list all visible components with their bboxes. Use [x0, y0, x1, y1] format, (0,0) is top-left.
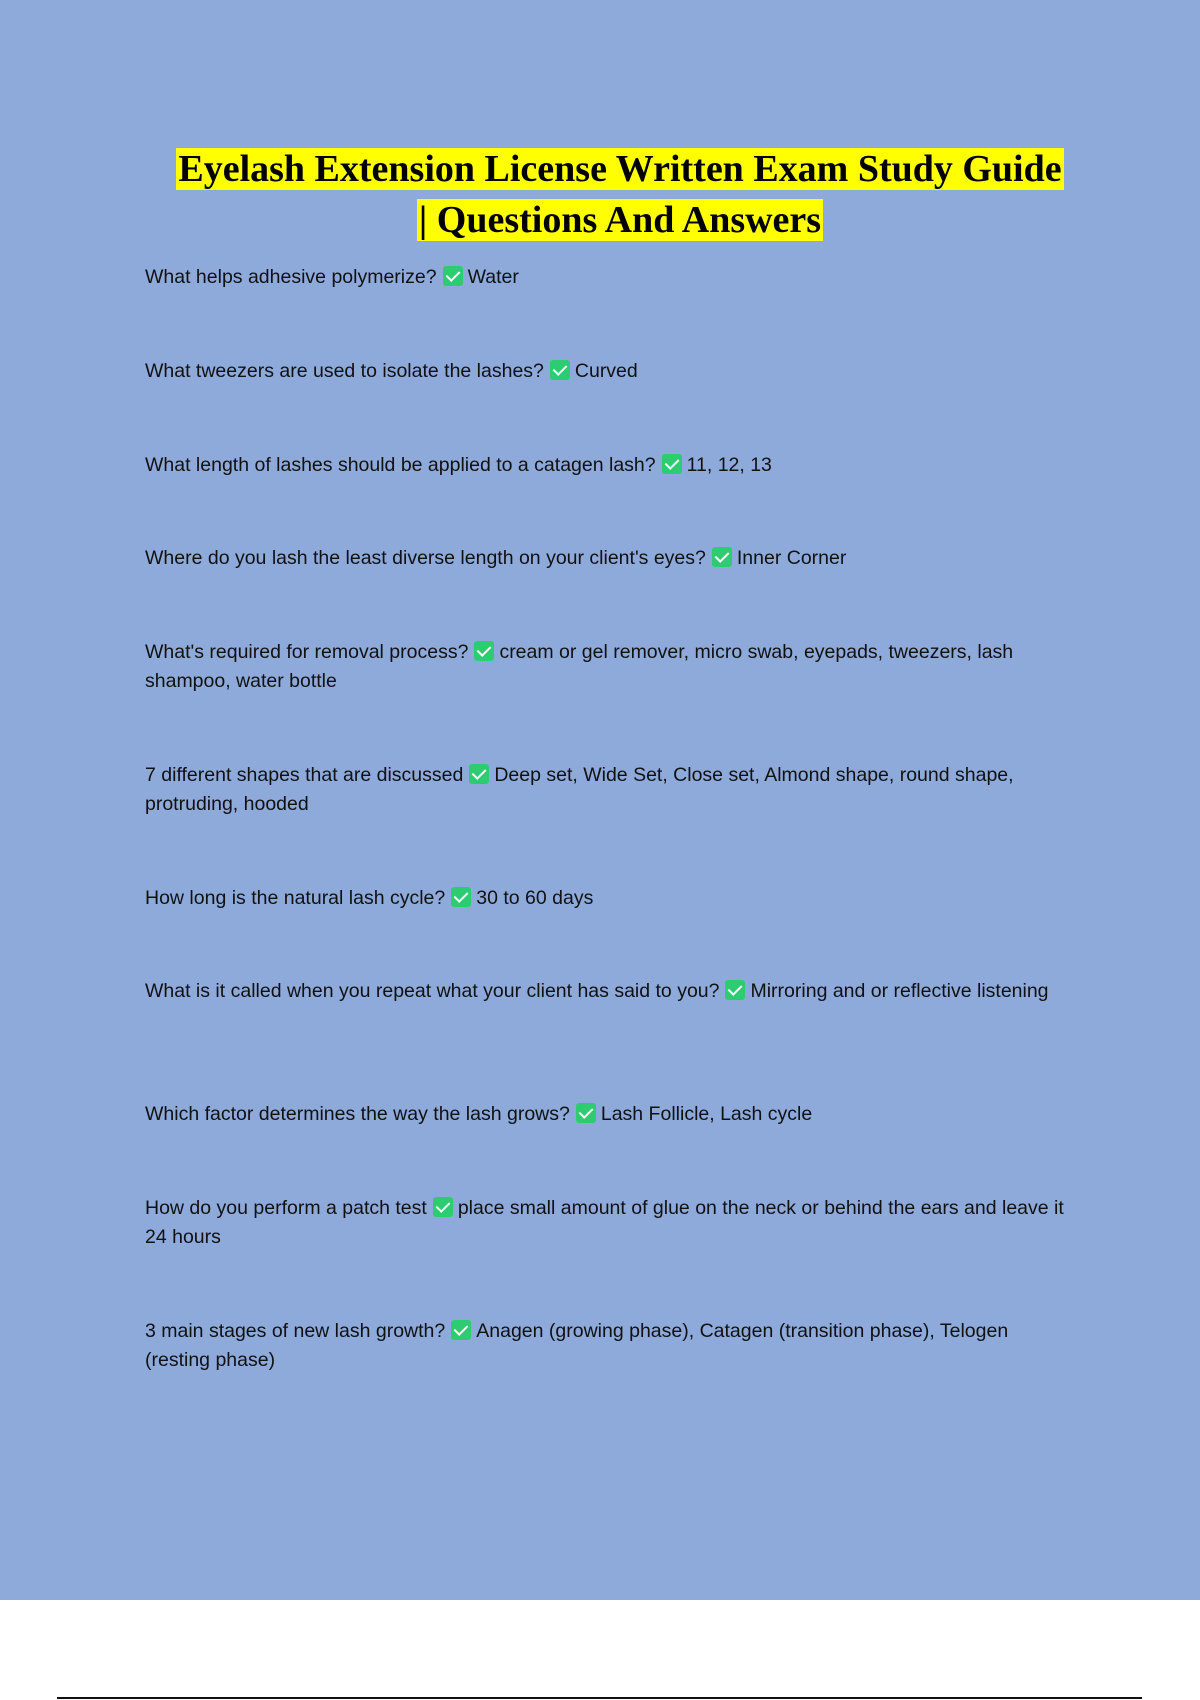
- qa-item: [145, 977, 1065, 1006]
- answer-text: place small amount of glue on the neck or behind the ears and leave it 24 hours: [145, 1197, 1064, 1248]
- answer-text: Inner Corner: [736, 547, 847, 569]
- check-mark-icon: [725, 980, 745, 1000]
- check-mark-icon: [550, 360, 570, 380]
- question-text: 7 different shapes that are discussed: [145, 764, 464, 786]
- qa-item: [145, 1194, 1065, 1252]
- answer-text: 11, 12, 13: [686, 454, 772, 476]
- qa-item: [145, 357, 1065, 386]
- answer-text: Mirroring and or reflective listening: [750, 980, 1049, 1002]
- question-text: Where do you lash the least diverse length on your client's eyes?: [145, 547, 706, 569]
- document-title: [140, 144, 1100, 246]
- qa-item: [145, 451, 1065, 480]
- question-text: What helps adhesive polymerize?: [145, 266, 437, 288]
- check-mark-icon: [576, 1103, 596, 1123]
- question-text: What tweezers are used to isolate the lashes?: [145, 360, 544, 382]
- qa-item: [145, 638, 1065, 696]
- qa-item: [145, 761, 1065, 819]
- qa-item: [145, 1317, 1065, 1375]
- check-mark-icon: [662, 454, 682, 474]
- answer-text: Water: [467, 266, 519, 288]
- answer-text: Deep set, Wide Set, Close set, Almond shape, round shape, protruding, hooded: [145, 764, 1014, 815]
- answer-text: cream or gel remover, micro swab, eyepads, tweezers, lash shampoo, water bottle: [145, 641, 1014, 692]
- question-text: What length of lashes should be applied to a catagen lash?: [145, 454, 656, 476]
- check-mark-icon: [469, 764, 489, 784]
- qa-item: [145, 544, 1065, 573]
- question-text: What is it called when you repeat what your client has said to you?: [145, 980, 720, 1002]
- qa-item: [145, 884, 1065, 913]
- check-mark-icon: [451, 887, 471, 907]
- qa-item: [145, 263, 1065, 292]
- question-text: 3 main stages of new lash growth?: [145, 1320, 446, 1342]
- check-mark-icon: [451, 1320, 471, 1340]
- check-mark-icon: [474, 641, 494, 661]
- title-line-2: | Questions And Answers: [418, 199, 822, 241]
- qa-item: [145, 1100, 1065, 1129]
- question-text: What's required for removal process?: [145, 641, 469, 663]
- answer-text: 30 to 60 days: [476, 887, 594, 909]
- answer-text: Anagen (growing phase), Catagen (transition phase), Telogen (resting phase): [145, 1320, 1009, 1371]
- question-text: Which factor determines the way the lash grows?: [145, 1103, 570, 1125]
- question-text: How do you perform a patch test: [145, 1197, 427, 1219]
- answer-text: Curved: [574, 360, 638, 382]
- check-mark-icon: [712, 547, 732, 567]
- footer-divider: [57, 1697, 1142, 1699]
- question-text: How long is the natural lash cycle?: [145, 887, 446, 909]
- check-mark-icon: [443, 266, 463, 286]
- check-mark-icon: [433, 1197, 453, 1217]
- answer-text: Lash Follicle, Lash cycle: [600, 1103, 813, 1125]
- title-line-1: Eyelash Extension License Written Exam Study Guide: [178, 148, 1062, 190]
